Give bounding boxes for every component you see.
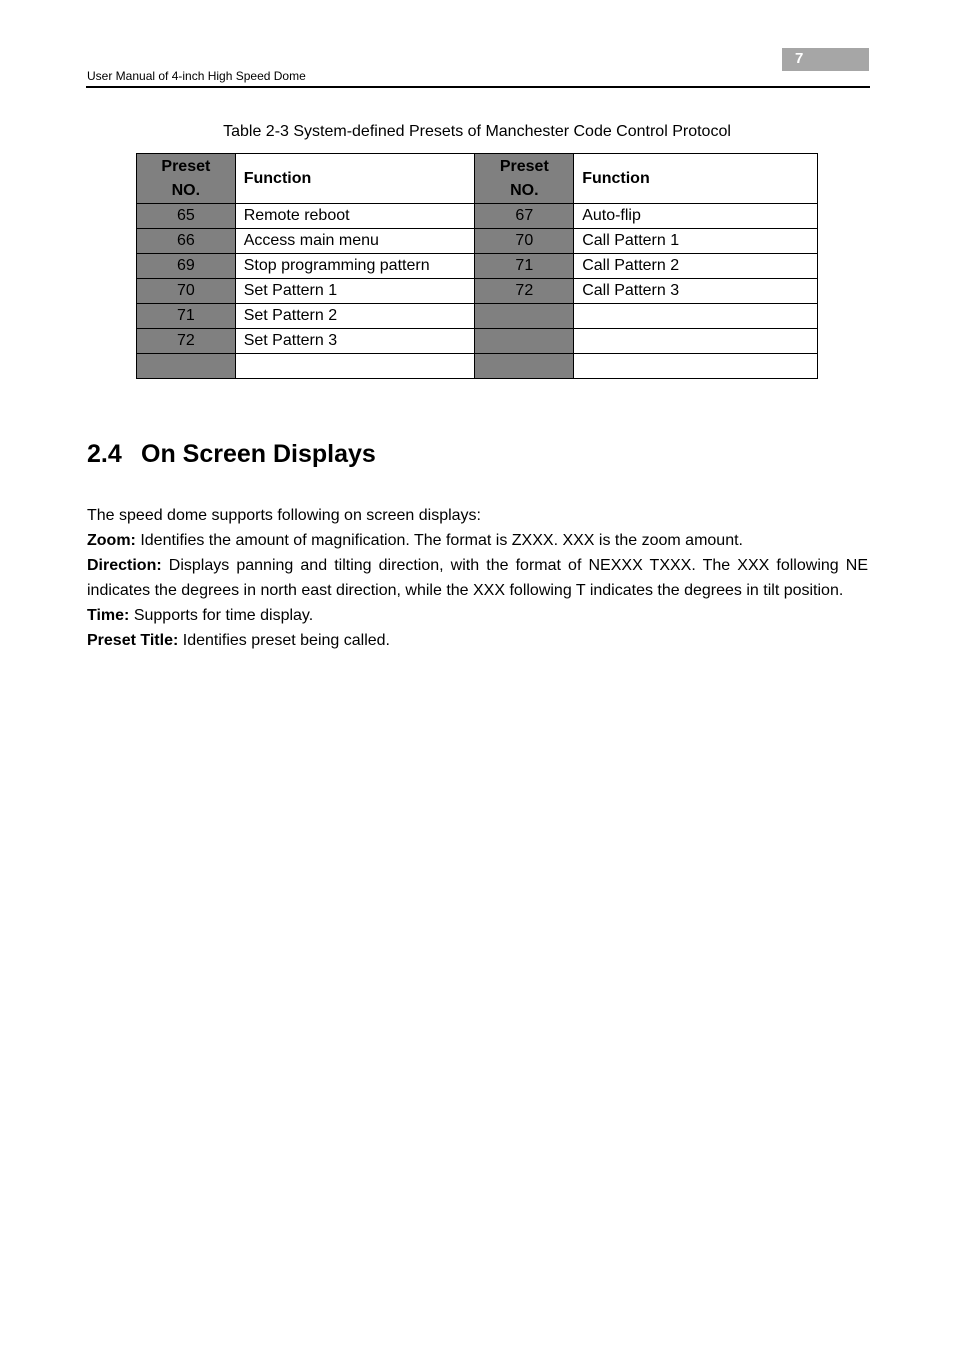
- preset-function: Set Pattern 3: [235, 329, 475, 354]
- preset-number: 70: [137, 279, 236, 304]
- preset-function: Set Pattern 1: [235, 279, 475, 304]
- table-row: [137, 204, 818, 229]
- preset-function: Remote reboot: [235, 204, 475, 229]
- osd-term: Preset Title:: [87, 632, 179, 649]
- header-rule: [86, 86, 870, 88]
- preset-number: 69: [137, 254, 236, 279]
- preset-function: Call Pattern 2: [574, 254, 818, 279]
- table-row: [137, 254, 818, 279]
- osd-description: Identifies preset being called.: [178, 632, 390, 649]
- preset-number: [475, 329, 574, 354]
- preset-number: 71: [475, 254, 574, 279]
- preset-number: 65: [137, 204, 236, 229]
- running-header: User Manual of 4-inch High Speed Dome: [87, 69, 306, 83]
- osd-term: Direction:: [87, 557, 162, 574]
- osd-item-time: [87, 603, 868, 628]
- preset-function: Set Pattern 2: [235, 304, 475, 329]
- preset-number: 72: [475, 279, 574, 304]
- header-function-2: Function: [574, 154, 818, 204]
- preset-function: Stop programming pattern: [235, 254, 475, 279]
- preset-function: [235, 354, 475, 379]
- header-preset-no-1: Preset NO.: [137, 154, 236, 204]
- osd-item-zoom: [87, 528, 868, 553]
- preset-number: [137, 354, 236, 379]
- osd-term: Zoom:: [87, 532, 136, 549]
- table-row: [137, 354, 818, 379]
- preset-function: [574, 354, 818, 379]
- table-row: [137, 304, 818, 329]
- page-number: 7: [795, 50, 804, 67]
- preset-number: 71: [137, 304, 236, 329]
- header-preset-no-2: Preset NO.: [475, 154, 574, 204]
- osd-item-preset-title: [87, 628, 868, 653]
- section-number: 2.4: [87, 440, 122, 468]
- table-header-row: [137, 154, 818, 204]
- table-row: [137, 329, 818, 354]
- osd-description: Displays panning and tilting direction, with the format of NEXXX TXXX. The XXX following NE indicates the degrees in north east direction, while the XXX following T indicates the degrees in tilt position.: [87, 557, 868, 599]
- table-row: [137, 279, 818, 304]
- presets-table: [136, 153, 818, 379]
- osd-item-direction: [87, 553, 868, 603]
- preset-function: Call Pattern 3: [574, 279, 818, 304]
- preset-number: [475, 354, 574, 379]
- osd-term: Time:: [87, 607, 130, 624]
- preset-number: 70: [475, 229, 574, 254]
- osd-description: Identifies the amount of magnification. The format is ZXXX. XXX is the zoom amount.: [135, 532, 743, 549]
- preset-function: [574, 304, 818, 329]
- preset-number: 66: [137, 229, 236, 254]
- preset-function: [574, 329, 818, 354]
- table-caption: Table 2-3 System-defined Presets of Manchester Code Control Protocol: [223, 123, 731, 140]
- body-text: [87, 503, 868, 653]
- section-title: On Screen Displays: [141, 440, 376, 468]
- header-function-1: Function: [235, 154, 475, 204]
- preset-function: Access main menu: [235, 229, 475, 254]
- preset-number: 72: [137, 329, 236, 354]
- page-number-box: [782, 48, 869, 71]
- preset-number: [475, 304, 574, 329]
- intro-paragraph: The speed dome supports following on screen displays:: [87, 507, 481, 524]
- section-heading: [87, 440, 376, 469]
- table-row: [137, 229, 818, 254]
- preset-number: 67: [475, 204, 574, 229]
- preset-function: Call Pattern 1: [574, 229, 818, 254]
- preset-function: Auto-flip: [574, 204, 818, 229]
- osd-description: Supports for time display.: [129, 607, 314, 624]
